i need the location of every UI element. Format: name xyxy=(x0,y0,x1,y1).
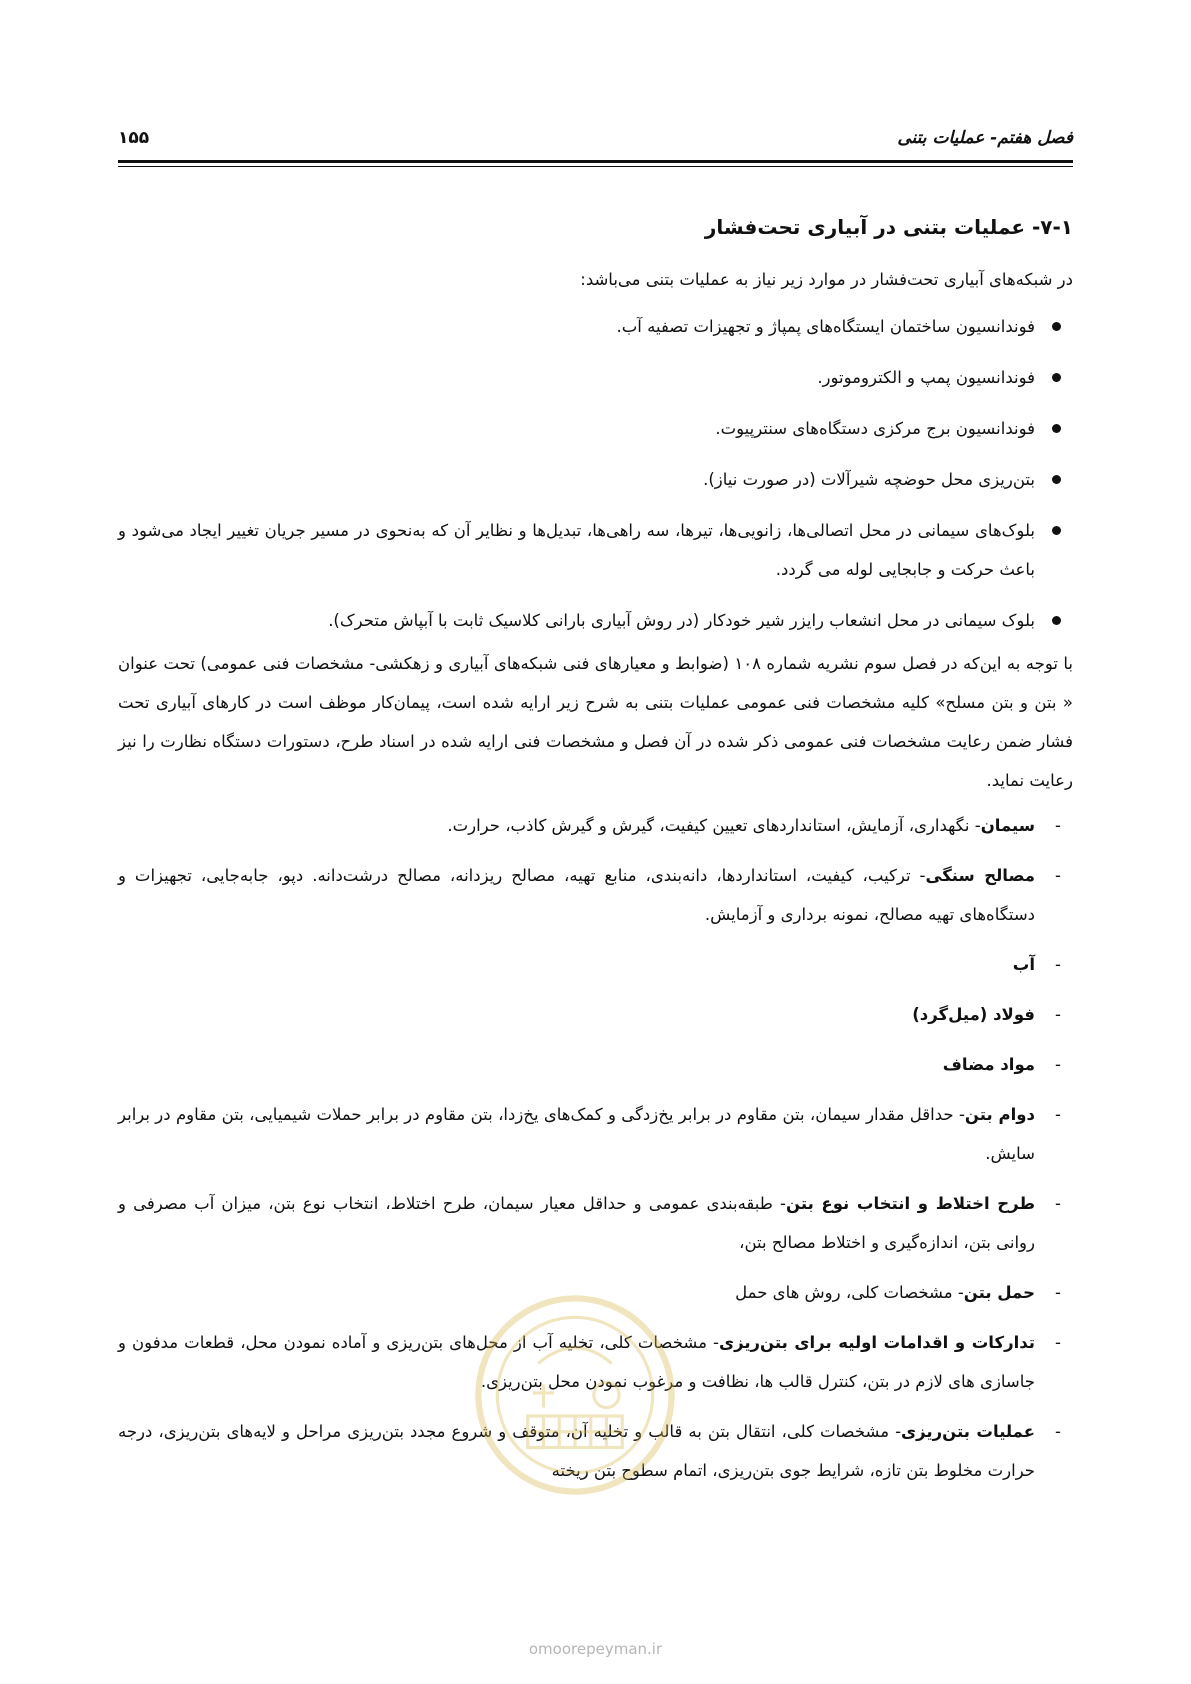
dash-item xyxy=(118,995,1073,1034)
section-intro: در شبکه‌های آبیاری تحت‌فشار در موارد زیر نیاز به عملیات بتنی می‌باشد: xyxy=(580,270,1073,289)
bullet-icon xyxy=(1052,424,1061,433)
dash-marker: - xyxy=(1055,1422,1061,1441)
body-paragraph: با توجه به این‌که در فصل سوم نشریه شماره ۱۰۸ (ضوابط و معیارهای فنی شبکه‌های آبیاری و زهکشی- مشخصات فنی عمومی) تحت عنوان « بتن و بتن مسلح» کلیه مشخصات فنی عمومی عملیات بتنی به شرح زیر ارایه شده است، پیمان‌کار موظف است در کارهای آبیاری تحت فشار ضمن رعایت مشخصات فنی عمومی ذکر شده در آن فصل و مشخصات فنی ارایه شده در اسناد طرح، دستورات دستگاه نظارت را نیز رعایت نماید. xyxy=(118,654,1074,790)
dash-item xyxy=(118,856,1073,934)
running-header xyxy=(118,128,1073,154)
dash-item-text: - ترکیب، کیفیت، استانداردها، دانه‌بندی، منابع تهیه، مصالح ریزدانه، مصالح درشت‌دانه. دپو، جابه‌جایی، تجهیزات و دستگاه‌های تهیه مصالح، نمونه برداری و آزمایش. xyxy=(118,866,1035,924)
bullet-icon xyxy=(1052,322,1061,331)
list-item-text: بلوک‌های سیمانی در محل اتصالی‌ها، زانویی‌ها، تیرها، سه راهی‌ها، تبدیل‌ها و نظایر آن که به‌نحوی در مسیر جریان تغییر ایجاد می‌شود و باعث حرکت و جابجایی لوله می گردد. xyxy=(118,521,1035,579)
page-number: ۱۵۵ xyxy=(118,128,150,148)
dash-marker: - xyxy=(1055,1283,1061,1302)
list-item xyxy=(118,601,1073,640)
dash-item-term: دوام بتن xyxy=(964,1105,1035,1124)
bullet-icon xyxy=(1052,373,1061,382)
dash-item-term: سیمان xyxy=(980,816,1035,835)
list-item-text: بلوک سیمانی در محل انشعاب رایزر شیر خودکار (در روش آبیاری بارانی کلاسیک ثابت با آبپاش متحرک). xyxy=(328,611,1035,630)
watermark-url: omoorepeyman.ir xyxy=(528,1640,663,1658)
dash-item-term: مصالح سنگی xyxy=(925,866,1035,885)
dash-item-text: - نگهداری، آزمایش، استانداردهای تعیین کیفیت، گیرش و گیرش کاذب، حرارت. xyxy=(447,816,981,835)
watermark-seal-icon xyxy=(470,1290,680,1500)
chapter-title: فصل هفتم- عملیات بتنی xyxy=(897,128,1073,148)
dash-item xyxy=(118,1095,1073,1173)
section-heading: ۷-۱- عملیات بتنی در آبیاری تحت‌فشار xyxy=(704,215,1073,239)
dash-marker: - xyxy=(1055,816,1061,835)
list-item xyxy=(118,409,1073,448)
dash-marker: - xyxy=(1055,1105,1061,1124)
dash-item xyxy=(118,1184,1073,1262)
list-item xyxy=(118,511,1073,589)
dash-marker: - xyxy=(1055,866,1061,885)
dash-item-text: - حداقل مقدار سیمان، بتن مقاوم در برابر یخ‌زدگی و کمک‌های یخ‌زدا، بتن مقاوم در برابر حملات شیمیایی، بتن مقاوم در برابر سایش. xyxy=(118,1105,1035,1163)
dash-item-term: آب xyxy=(1012,955,1035,974)
dash-marker: - xyxy=(1055,955,1061,974)
dash-marker: - xyxy=(1055,1333,1061,1352)
list-item xyxy=(118,307,1073,346)
list-item xyxy=(118,358,1073,397)
bullet-icon xyxy=(1052,475,1061,484)
bullet-icon xyxy=(1052,526,1061,535)
list-item xyxy=(118,460,1073,499)
header-rule-thin xyxy=(118,166,1073,167)
dash-item-term: فولاد (میل‌گرد) xyxy=(912,1005,1035,1024)
dash-item-text: - طبقه‌بندی عمومی و حداقل معیار سیمان، طرح اختلاط، انتخاب نوع بتن، میزان آب مصرفی و روانی بتن، اندازه‌گیری و اختلاط مصالح بتن، xyxy=(118,1194,1035,1252)
dash-item-term: طرح اختلاط و انتخاب نوع بتن xyxy=(786,1194,1035,1213)
list-item-text: فوندانسیون پمپ و الکتروموتور. xyxy=(817,368,1035,387)
bullet-list xyxy=(118,307,1073,640)
dash-item xyxy=(118,806,1073,845)
list-item-text: فوندانسیون ساختمان ایستگاه‌های پمپاژ و تجهیزات تصفیه آب. xyxy=(616,317,1035,336)
dash-item xyxy=(118,945,1073,984)
dash-item xyxy=(118,1045,1073,1084)
header-rule-thick xyxy=(118,160,1073,163)
dash-marker: - xyxy=(1055,1055,1061,1074)
dash-marker: - xyxy=(1055,1005,1061,1024)
dash-item-term: عملیات بتن‌ریزی xyxy=(901,1422,1035,1441)
dash-item-term: حمل بتن xyxy=(963,1283,1035,1302)
dash-item-term: مواد مضاف xyxy=(942,1055,1035,1074)
list-item-text: فوندانسیون برج مرکزی دستگاه‌های سنترپیوت. xyxy=(715,419,1035,438)
list-item-text: بتن‌ریزی محل حوضچه شیرآلات (در صورت نیاز). xyxy=(703,470,1035,489)
bullet-icon xyxy=(1052,616,1061,625)
dash-item-text: - مشخصات کلی، روش های حمل xyxy=(735,1283,964,1302)
dash-item-text: - مشخصات کلی، انتقال بتن به قالب و تخلیه آن، متوقف و شروع مجدد بتن‌ریزی مراحل و لایه‌های بتن‌ریزی، درجه حرارت مخلوط بتن تازه، شرایط جوی بتن‌ریزی، اتمام سطوح بتن ریخته xyxy=(118,1422,1035,1480)
dash-item-text: - مشخصات کلی، تخلیه آب از محل‌های بتن‌ریزی و آماده نمودن محل، قطعات مدفون و جاسازی های لازم در بتن، کنترل قالب ها، نظافت و مرغوب نمودن محل بتن‌ریزی. xyxy=(118,1333,1035,1391)
dash-marker: - xyxy=(1055,1194,1061,1213)
dash-item-term: تدارکات و اقدامات اولیه برای بتن‌ریزی xyxy=(718,1333,1035,1352)
